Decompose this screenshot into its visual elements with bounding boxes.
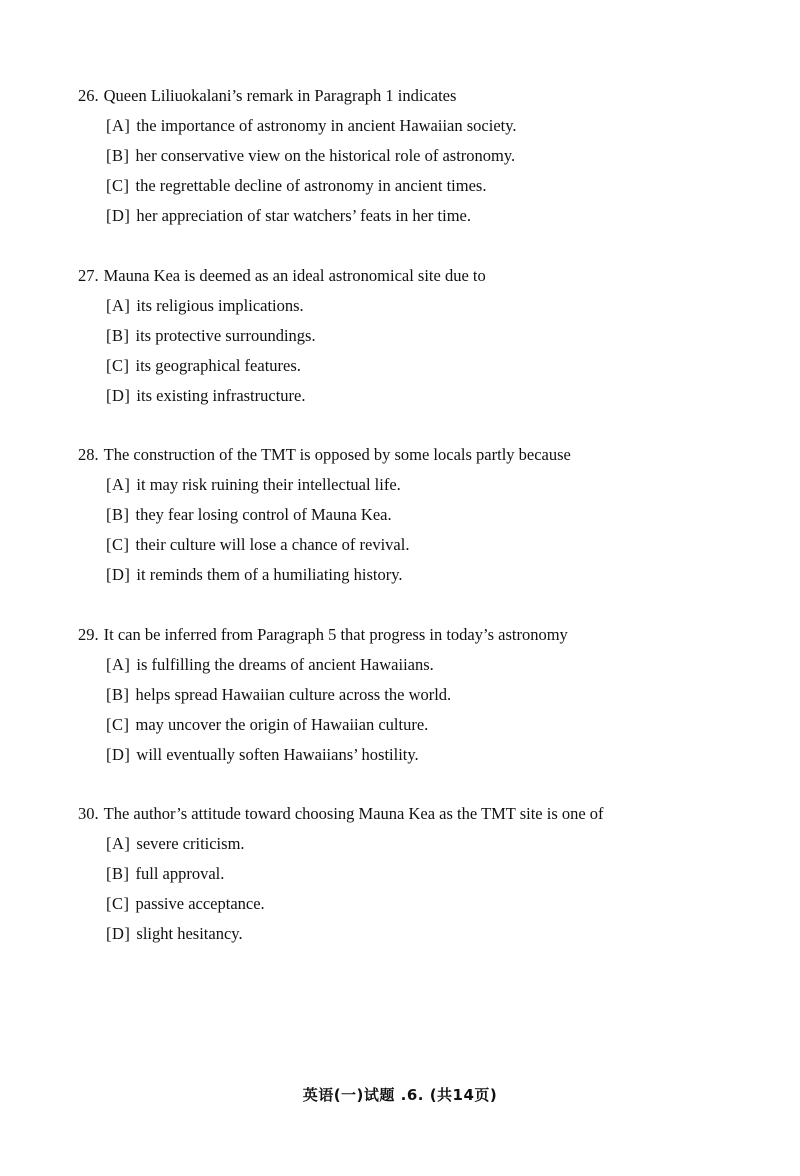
option-c (78, 889, 758, 919)
option-a (78, 650, 758, 680)
option-text: its protective surroundings. (135, 326, 316, 345)
option-b (78, 859, 758, 889)
option-text: her conservative view on the historical role of astronomy. (135, 146, 516, 165)
option-text: helps spread Hawaiian culture across the world. (135, 685, 452, 704)
option-c (78, 710, 758, 740)
option-letter: [C] (106, 715, 130, 734)
option-text: they fear losing control of Mauna Kea. (135, 505, 392, 524)
option-d (78, 381, 758, 411)
page-footer: 英语(一)试题 .6. (共14页) (302, 1086, 498, 1104)
option-d (78, 201, 758, 231)
option-letter: [D] (106, 745, 131, 764)
question-number: 27. (78, 266, 99, 285)
option-a (78, 291, 758, 321)
option-b (78, 141, 758, 171)
option-letter: [B] (106, 146, 130, 165)
option-b (78, 321, 758, 351)
option-letter: [D] (106, 924, 131, 943)
option-a (78, 470, 758, 500)
question-28 (78, 440, 758, 590)
option-text: slight hesitancy. (136, 924, 243, 943)
option-c (78, 530, 758, 560)
question-number: 30. (78, 804, 99, 823)
option-d (78, 919, 758, 949)
option-letter: [C] (106, 356, 130, 375)
option-b (78, 680, 758, 710)
option-a (78, 829, 758, 859)
option-text: severe criticism. (136, 834, 245, 853)
option-text: her appreciation of star watchers’ feats in her time. (136, 206, 471, 225)
option-text: its religious implications. (136, 296, 304, 315)
question-text: The construction of the TMT is opposed by some locals partly because (103, 445, 571, 464)
option-text: may uncover the origin of Hawaiian culture. (135, 715, 429, 734)
option-a (78, 111, 758, 141)
option-text: it reminds them of a humiliating history. (136, 565, 403, 584)
option-letter: [A] (106, 834, 131, 853)
question-number: 26. (78, 86, 99, 105)
option-text: its existing infrastructure. (136, 386, 306, 405)
option-text: the regrettable decline of astronomy in ancient times. (135, 176, 487, 195)
option-letter: [C] (106, 894, 130, 913)
option-letter: [B] (106, 505, 130, 524)
option-d (78, 560, 758, 590)
option-text: passive acceptance. (135, 894, 265, 913)
option-d (78, 740, 758, 770)
option-text: the importance of astronomy in ancient Hawaiian society. (136, 116, 517, 135)
option-letter: [B] (106, 326, 130, 345)
option-text: it may risk ruining their intellectual life. (136, 475, 401, 494)
option-letter: [D] (106, 206, 131, 225)
option-letter: [A] (106, 655, 131, 674)
option-b (78, 500, 758, 530)
question-text: The author’s attitude toward choosing Mauna Kea as the TMT site is one of (103, 804, 604, 823)
question-29 (78, 620, 758, 770)
option-c (78, 351, 758, 381)
question-number: 29. (78, 625, 99, 644)
question-text: Mauna Kea is deemed as an ideal astronomical site due to (103, 266, 486, 285)
question-stem (78, 261, 758, 291)
option-text: is fulfilling the dreams of ancient Hawaiians. (136, 655, 434, 674)
option-letter: [D] (106, 565, 131, 584)
question-stem (78, 620, 758, 650)
option-letter: [D] (106, 386, 131, 405)
option-text: full approval. (135, 864, 225, 883)
question-27 (78, 261, 758, 411)
question-text: Queen Liliuokalani’s remark in Paragraph 1 indicates (103, 86, 457, 105)
question-stem (78, 440, 758, 470)
question-stem (78, 799, 758, 829)
option-letter: [A] (106, 116, 131, 135)
question-26 (78, 81, 758, 231)
option-text: its geographical features. (135, 356, 301, 375)
option-text: will eventually soften Hawaiians’ hostility. (136, 745, 419, 764)
option-letter: [B] (106, 864, 130, 883)
option-letter: [A] (106, 475, 131, 494)
option-letter: [A] (106, 296, 131, 315)
option-text: their culture will lose a chance of revival. (135, 535, 410, 554)
question-stem (78, 81, 758, 111)
option-letter: [C] (106, 535, 130, 554)
option-c (78, 171, 758, 201)
question-text: It can be inferred from Paragraph 5 that progress in today’s astronomy (103, 625, 568, 644)
question-30 (78, 799, 758, 949)
question-number: 28. (78, 445, 99, 464)
option-letter: [C] (106, 176, 130, 195)
option-letter: [B] (106, 685, 130, 704)
